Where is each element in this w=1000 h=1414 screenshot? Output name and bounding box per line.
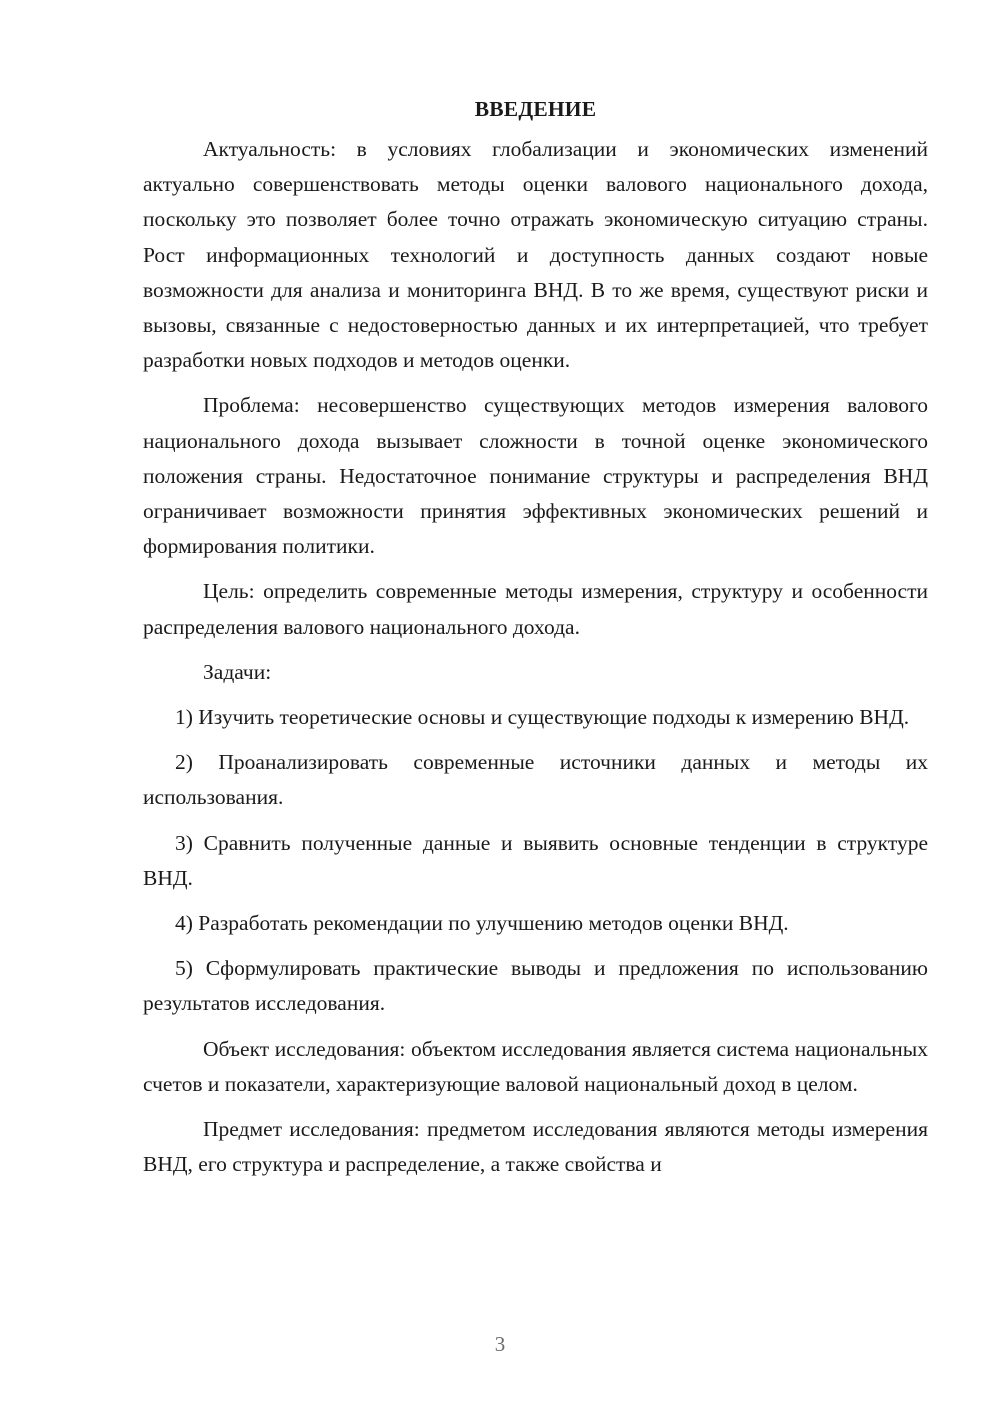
document-page bbox=[143, 92, 928, 1192]
relevance-paragraph: Актуальность: в условиях глобализации и экономических изменений актуально совершенствовать методы оценки валового национального дохода, поскольку это позволяет более точно отражать экономическую ситуацию страны. Рост информационных технологий и доступность данных создают новые возможности для анализа и мониторинга ВНД. В то же время, существуют риски и вызовы, связанные с недостоверностью данных и их интерпретацией, что требует разработки новых подходов и методов оценки. bbox=[143, 137, 928, 373]
task-item-1: 1) Изучить теоретические основы и существующие подходы к измерению ВНД. bbox=[175, 705, 910, 730]
task-item-3: 3) Сравнить полученные данные и выявить основные тенденции в структуре ВНД. bbox=[143, 830, 928, 890]
object-paragraph: Объект исследования: объектом исследования является система национальных счетов и показатели, характеризующие валовой национальный доход в целом. bbox=[143, 1036, 928, 1096]
task-item-5: 5) Сформулировать практические выводы и предложения по использованию результатов исследования. bbox=[143, 956, 928, 1016]
page-number: 3 bbox=[494, 1332, 506, 1356]
subject-paragraph: Предмет исследования: предметом исследования являются методы измерения ВНД, его структура и распределение, а также свойства и bbox=[143, 1117, 928, 1177]
page-title: ВВЕДЕНИЕ bbox=[474, 97, 597, 121]
problem-paragraph: Проблема: несовершенство существующих методов измерения валового национального дохода вызывает сложности в точной оценке экономического положения страны. Недостаточное понимание структуры и распределения ВНД ограничивает возможности принятия эффективных экономических решений и формирования политики. bbox=[143, 393, 928, 559]
task-item-2: 2) Проанализировать современные источники данных и методы их использования. bbox=[143, 750, 928, 810]
tasks-label: Задачи: bbox=[203, 659, 272, 684]
goal-paragraph: Цель: определить современные методы измерения, структуру и особенности распределения валового национального дохода. bbox=[143, 579, 928, 639]
task-item-4: 4) Разработать рекомендации по улучшению методов оценки ВНД. bbox=[175, 911, 789, 936]
